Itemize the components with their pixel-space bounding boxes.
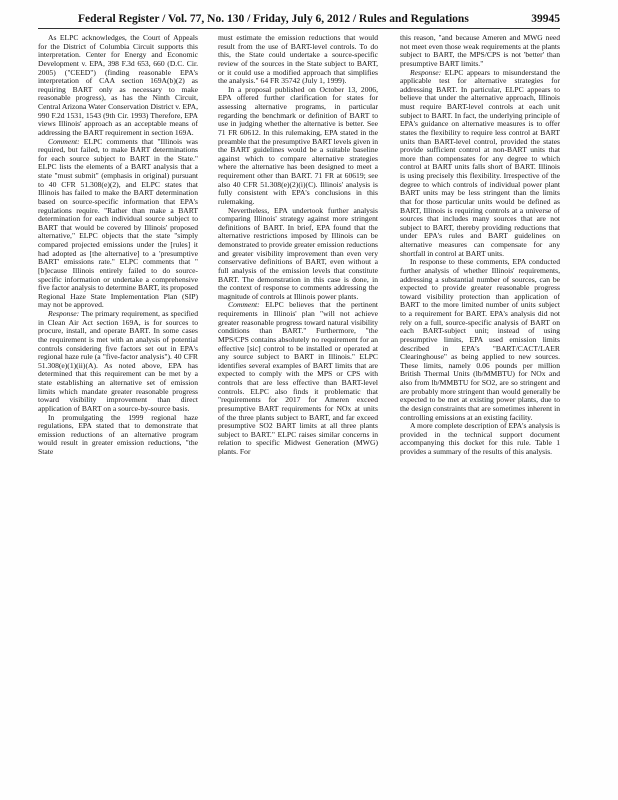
paragraph-text: must estimate the emission reductions that would result from the use of BART-level controls. To do this, the State could undertake a source-specific review of the sources in the State subject to BART, or it could use a modified approach that simplifies the analysis." 64 FR 35742 (July 1, 1999). <box>218 34 378 86</box>
text-column-3 <box>400 34 560 782</box>
paragraph-text: In response to these comments, EPA conducted further analysis of whether Illinois' requirements, addressing a substantial number of sources, can be expected to provide greater reasonable progress toward visibility protection than application of BART to the more limited number of units subject to a requirement for BART. EPA's analysis did not rely on a full, source-specific analysis of BART on each BART-subject unit; instead of using presumptive limits, EPA used emission limits described in EPA's "BART/CACT/LAER Clearinghouse" as being applied to new sources. These limits, namely 0.06 pounds per million British Thermal Units (lb/MMBTU) for NOx and also from lb/MMBTU for SO2, are so stringent and are probably more stringent than would generally be expected to be met at existing power plants, due to the design constraints that are sometimes inherent in controlling emissions at an existing facility. <box>400 257 560 422</box>
running-header <box>38 12 560 29</box>
paragraph-text: ELPC appears to misunderstand the applicable test for alternative strategies for addressing BART. In particular, ELPC appears to believe that under the alternative approach, Illinois must require BART-level controls at each unit subject to BART. In fact, the underlying principle of EPA's guidance on alternative measures is to offer states the flexibility to require less control at BART units than BART-level control, provided the states provide sufficient control at non-BART units that more than compensates for any degree to which control at BART units falls short of BART. Illinois is using precisely this flexibility. Irrespective of the degree to which controls of individual power plant BART units may be less stringent than the limits that for those particular units would be defined as BART, Illinois is requiring controls at a universe of sources that includes many sources that are not subject to BART, thereby providing reductions that under EPA's rules and BART guidelines on alternative measures can compensate for any shortfall in control at BART units. <box>400 67 560 258</box>
paragraph <box>218 301 378 456</box>
paragraph <box>38 34 198 138</box>
paragraph-heading: Response: <box>410 67 442 77</box>
running-head-text: Federal Register / Vol. 77, No. 130 / Friday, July 6, 2012 / Rules and Regulations <box>78 13 469 25</box>
paragraph-text: In promulgating the 1999 regional haze regulations, EPA stated that to demonstrate that emission reductions of an alternative program would result in greater emission reductions, "the State <box>38 412 198 456</box>
paragraph-text: ELPC comments that "Illinois was required, but failed, to make BART determinations for each source subject to BART in the State." ELPC lists the elements of a BART analysis that a state "must submit" (emphasis in original) pursuant to 40 CFR 51.308(e)(2), and ELPC states that Illinois has failed to make the BART determination based on source-specific information that EPA's regulations require. "Rather than make a BART determination for each individual source subject to BART that would be covered by Illinois' proposed alternative," ELPC objects that the state "simply compared projected emissions under the [rules] it had adopted as [the alternative] to a 'presumptive BART' emissions rate." ELPC comments that "[b]ecause Illinois entirely failed to do source-specific information or undertake a comprehensive five factor analysis to determine BART, its proposed Regional Haze State Implementation Plan (SIP) may not be approved. <box>38 136 198 310</box>
paragraph <box>218 34 378 86</box>
paragraph-heading: Comment: <box>228 300 260 310</box>
paragraph-text: this reason, "and because Ameren and MWG need not meet even those weak requirements at the plants subject to BART, the MPS/CPS is not 'better' than presumptive BART limits." <box>400 34 560 68</box>
paragraph-heading: Comment: <box>48 136 80 146</box>
paragraph <box>400 422 560 457</box>
paragraph-text: A more complete description of EPA's analysis is provided in the technical support document accompanying this docket for this rule. Table 1 provides a summary of the results of this analysis. <box>400 421 560 456</box>
paragraph-text: In a proposal published on October 13, 2006, EPA offered further clarification for states for assessing alternative programs, in particular regarding the benchmark or definition of BART to use in judging whether the alternative is better. See 71 FR 60612. In this rulemaking, EPA stated in the preamble that the presumptive BART levels given in the BART guidelines would be a suitable baseline against which to compare alternative strategies where the alternative has been designed to meet a requirement other than BART. 71 FR at 60619; see also 40 CFR 51.308(e)(2)(i)(C). Illinois' analysis is fully consistent with EPA's conclusions in this rulemaking. <box>218 84 378 206</box>
paragraph-text: ELPC believes that the pertinent requirements in Illinois' plan "will not achieve greater reasonable progress toward natural visibility conditions than BART." Furthermore, "the MPS/CPS contains absolutely no requirement for an effective [sic] control to be installed or operated at any source subject to BART in Illinois." ELPC identifies several examples of BART limits that are expected to comply with the MPS or CPS with controls that are less effective than BART-level controls. ELPC also finds it problematic that "requirements for 2017 for Ameren exceed presumptive BART requirements for NOx at units of the three plants subject to BART, and far exceed presumptive SO2 BART limits at all three plants subject to BART." ELPC raises similar concerns in relation to specific Midwest Generation (MWG) plants. For <box>218 300 378 456</box>
text-column-2 <box>218 34 378 782</box>
paragraph <box>400 34 560 69</box>
paragraph-text: Nevertheless, EPA undertook further analysis comparing Illinois' strategy against more stringent definitions of BART. In brief, EPA found that the alternative restrictions imposed by Illinois can be demonstrated to provide greater emission reductions and greater visibility improvement than even very conservative definitions of BART, even without a full analysis of the emission levels that constitute BART. The demonstration in this case is done, in the context of response to comments addressing the magnitude of controls at Illinois power plants. <box>218 205 378 301</box>
paragraph <box>38 414 198 457</box>
paragraph <box>400 258 560 422</box>
paragraph <box>218 207 378 302</box>
paragraph <box>218 86 378 207</box>
paragraph-heading: Response: <box>48 309 80 318</box>
paragraph-text: As ELPC acknowledges, the Court of Appeals for the District of Columbia Circuit supports this interpretation. Center for Energy and Economic Development v. EPA, 398 F.3d 653, 660 (D.C. Cir. 2005) ("CEED") (finding reasonable EPA's interpretation of CAA section 169A(b)(2) as requiring BART only as necessary to make reasonable progress), as has the Ninth Circuit, Central Arizona Water Conservation District v. EPA, 990 F.2d 1531, 1543 (9th Cir. 1993) Therefore, EPA views Illinois' approach as an acceptable means of addressing the BART requirement in section 169A. <box>38 34 198 137</box>
paragraph <box>38 138 198 311</box>
page-number: 39945 <box>531 13 560 25</box>
text-column-1 <box>38 34 198 782</box>
paragraph <box>38 310 198 414</box>
paragraph-text: The primary requirement, as specified in Clean Air Act section 169A, is for sources to procure, install, and operate BART. In some cases the requirement is met with an analysis of potential controls considering five factors set out in EPA's regional haze rule (a "five-factor analysis"). 40 CFR 51.308(e)(1)(ii)(A). As noted above, EPA has determined that this requirement can be met by a state establishing an alternative set of emission limits which mandate greater reasonable progress toward visibility improvement than direct application of BART on a source-by-source basis. <box>38 309 198 413</box>
paragraph <box>400 69 560 259</box>
